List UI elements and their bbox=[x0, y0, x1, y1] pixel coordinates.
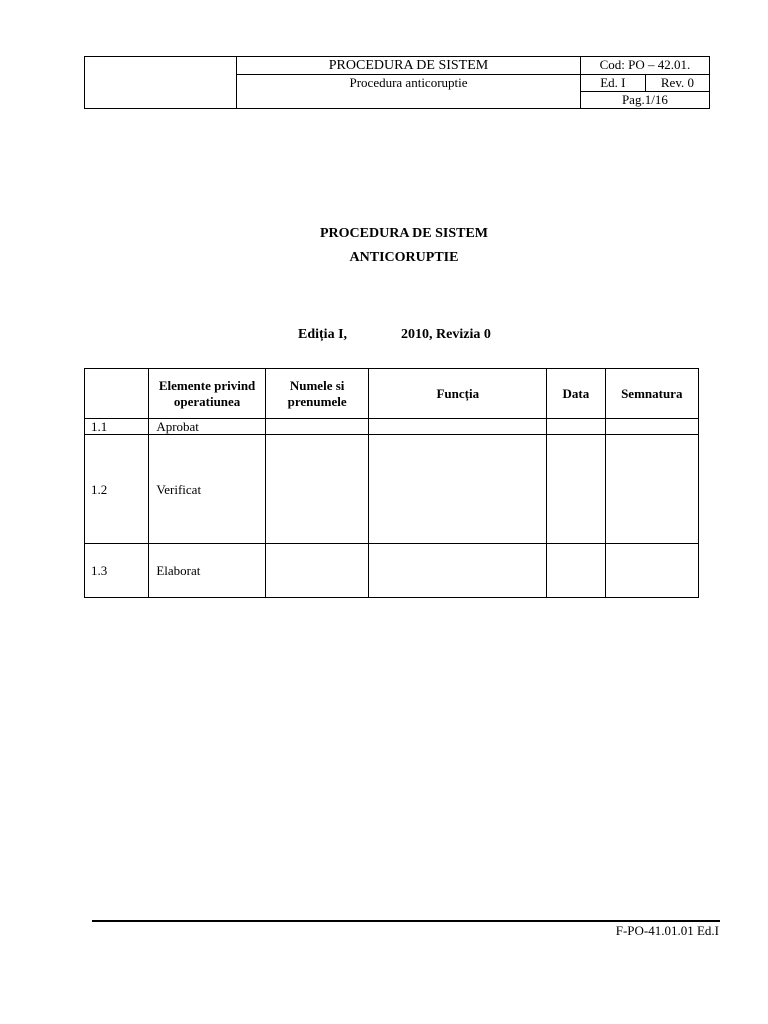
table-row bbox=[85, 435, 699, 544]
header-date-column: Data bbox=[547, 369, 605, 419]
header-elements-column: Elemente privind operatiunea bbox=[149, 369, 266, 419]
document-title-line1: PROCEDURA DE SISTEM bbox=[319, 226, 489, 241]
row-element: Elaborat bbox=[149, 544, 266, 598]
row-function-cell bbox=[369, 419, 547, 435]
header-edition: Ed. I bbox=[600, 75, 626, 90]
header-title-cell bbox=[237, 57, 581, 75]
document-title-line2: ANTICORUPTIE bbox=[349, 250, 459, 265]
row-element: Aprobat bbox=[149, 419, 266, 435]
header-code-cell bbox=[580, 57, 709, 75]
edition-label: Ediția I, bbox=[298, 327, 348, 342]
header-name-column: Numele si prenumele bbox=[265, 369, 369, 419]
header-subtitle-cell bbox=[237, 75, 581, 109]
row-function-cell bbox=[369, 435, 547, 544]
row-signature-cell bbox=[605, 544, 698, 598]
row-date-cell bbox=[547, 544, 605, 598]
row-signature-cell bbox=[605, 419, 698, 435]
row-element: Verificat bbox=[149, 435, 266, 544]
row-number: 1.2 bbox=[85, 435, 149, 544]
header-page-cell bbox=[580, 92, 709, 109]
header-revision: Rev. 0 bbox=[660, 75, 694, 90]
row-signature-cell bbox=[605, 435, 698, 544]
row-name-cell bbox=[265, 435, 369, 544]
edition-year-revision: 2010, Revizia 0 bbox=[401, 327, 491, 342]
document-header-table bbox=[84, 56, 710, 109]
row-number: 1.1 bbox=[85, 419, 149, 435]
row-number: 1.3 bbox=[85, 544, 149, 598]
header-edition-cell bbox=[580, 75, 645, 92]
header-number-column bbox=[85, 369, 149, 419]
header-revision-cell bbox=[645, 75, 709, 92]
header-title: PROCEDURA DE SISTEM bbox=[328, 58, 489, 73]
row-name-cell bbox=[265, 419, 369, 435]
table-row bbox=[85, 419, 699, 435]
row-date-cell bbox=[547, 419, 605, 435]
header-signature-column: Semnatura bbox=[605, 369, 698, 419]
header-blank-cell bbox=[85, 57, 237, 109]
header-function-column: Funcția bbox=[369, 369, 547, 419]
approval-table bbox=[84, 368, 699, 598]
footer-form-code: F-PO-41.01.01 Ed.I bbox=[615, 923, 719, 938]
row-date-cell bbox=[547, 435, 605, 544]
approval-table-header-row bbox=[85, 369, 699, 419]
row-name-cell bbox=[265, 544, 369, 598]
header-page: Pag.1/16 bbox=[621, 92, 668, 107]
edition-line bbox=[298, 327, 491, 343]
row-function-cell bbox=[369, 544, 547, 598]
table-row bbox=[85, 544, 699, 598]
header-subtitle: Procedura anticoruptie bbox=[349, 75, 468, 90]
header-code: Cod: PO – 42.01. bbox=[599, 57, 691, 72]
footer-divider bbox=[92, 920, 720, 922]
